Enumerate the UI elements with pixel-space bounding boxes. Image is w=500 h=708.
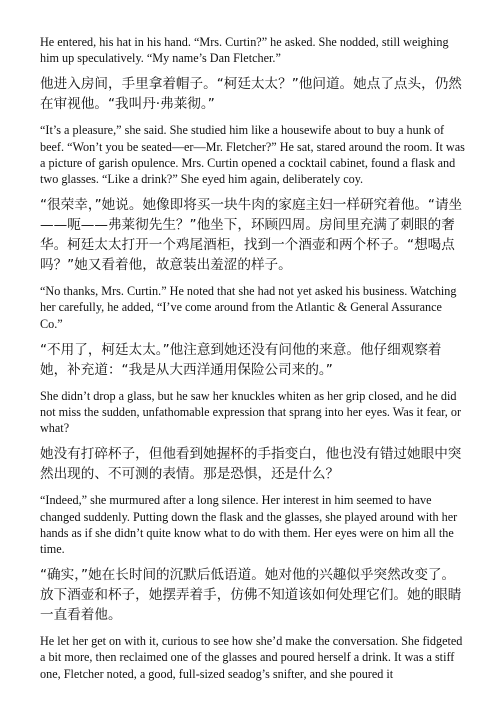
paragraph-zh-3: “不用了，柯廷太太。”他注意到她还没有问他的来意。他仔细观察着她，补充道：“我是从大西洋通用保险公司来的。”: [40, 341, 442, 378]
paragraph-zh-1: 他进入房间，手里拿着帽子。“柯廷太太？”他问道。她点了点头，仍然在审视他。“我叫丹·弗莱彻。”: [40, 76, 462, 113]
paragraph-zh-5: “确实，”她在长时间的沉默后低语道。她对他的兴趣似乎突然改变了。放下酒壶和杯子，她摆弄着手，仿佛不知道该如何处理它们。她的眼睛一直看着他。: [40, 567, 462, 624]
paragraph-en-1: He entered, his hat in his hand. “Mrs. Curtin?” he asked. She nodded, still weighing him up speculatively. “My name’s Dan Fletcher.”: [40, 35, 449, 66]
paragraph-zh-2: “很荣幸，”她说。她像即将买一块牛肉的家庭主妇一样研究着他。“请坐——呃——弗莱彻先生？”他坐下，环顾四周。房间里充满了刺眼的奢华。柯廷太太打开一个鸡尾酒柜，找到一个酒壶和两个杯子。“想喝点吗？”她又看着他，故意装出羞涩的样子。: [40, 197, 463, 274]
paragraph-en-5: “Indeed,” she murmured after a long silence. Her interest in him seemed to have changed suddenly. Putting down the flask and the glasses, she played around with her hands as if she didn’t quite know what to do with them. Her eyes were on him all the time.: [40, 493, 458, 557]
paragraph-en-6: He let her get on with it, curious to see how she’d make the conversation. She fidgeted a bit more, then reclaimed one of the glasses and poured herself a drink. It was a stiff one, Fletcher noted, a good, full-sized seadog’s snifter, and she poured it: [40, 634, 463, 681]
paragraph-en-4: She didn’t drop a glass, but he saw her knuckles whiten as her grip closed, and he did not miss the sudden, unfathomable expression that sprang into her eyes. Was it fear, or what?: [40, 388, 462, 436]
paragraph-zh-4: 她没有打碎杯子，但他看到她握杯的手指变白，他也没有错过她眼中突然出现的、不可测的表情。那是恐惧，还是什么？: [40, 446, 462, 483]
paragraph-en-2: “It’s a pleasure,” she said. She studied him like a housewife about to buy a hunk of beef. “Won’t you be seated—er—Mr. Fletcher?” He sat, stared around the room. It was a picture of garish opulence. Mrs. Curtin opened a cocktail cabinet, found a flask and two glasses. “Like a drink?” She eyed him again, deliberately coy.: [40, 123, 465, 187]
paragraph-en-3: “No thanks, Mrs. Curtin.” He noted that she had not yet asked his business. Watching her carefully, he added, “I’ve come around from the Atlantic & General Assurance Co.”: [40, 284, 457, 331]
